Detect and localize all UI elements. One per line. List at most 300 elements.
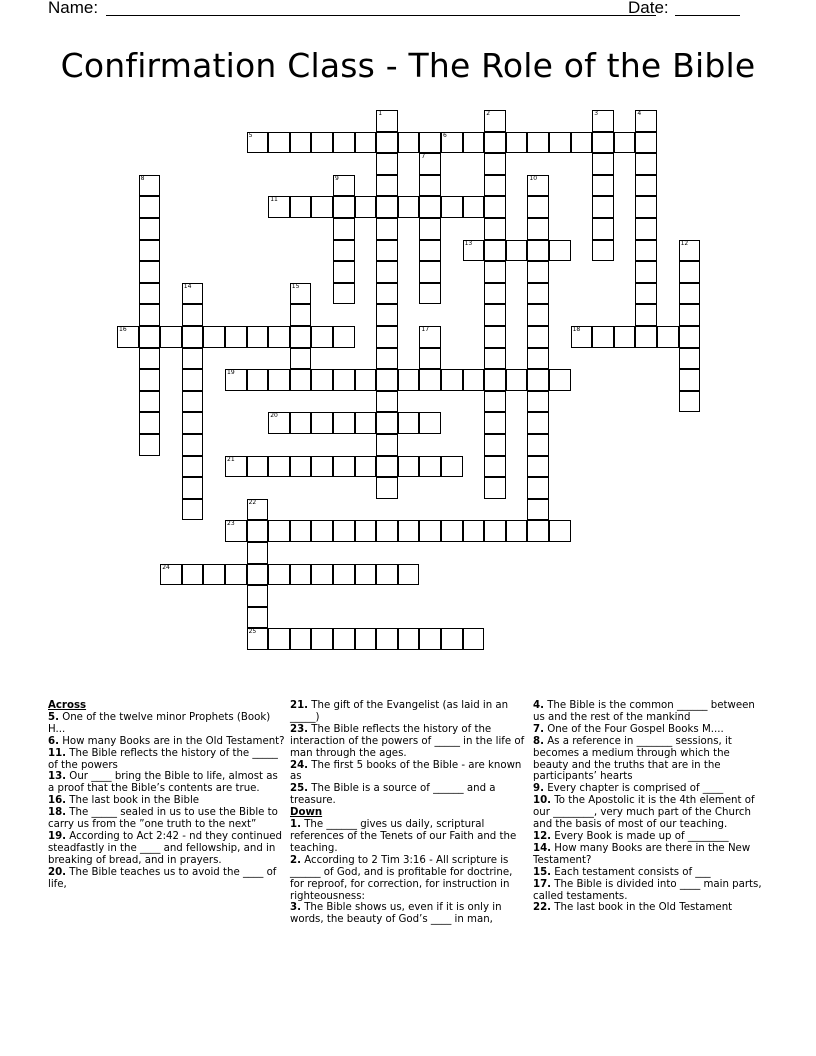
grid-cell[interactable] xyxy=(463,520,485,542)
across-clue xyxy=(48,867,285,891)
across-clue xyxy=(290,760,526,784)
across-clue xyxy=(290,783,526,807)
grid-cell[interactable] xyxy=(635,175,657,197)
grid-cell[interactable] xyxy=(441,369,463,391)
grid-cell[interactable] xyxy=(484,218,506,240)
grid-cell[interactable] xyxy=(376,132,398,154)
grid-cell[interactable] xyxy=(311,564,333,586)
grid-cell[interactable] xyxy=(311,628,333,650)
grid-cell[interactable] xyxy=(311,520,333,542)
grid-cell[interactable] xyxy=(592,196,614,218)
grid-cell[interactable] xyxy=(290,132,312,154)
clue-number: 18 xyxy=(572,326,581,333)
grid-cell[interactable] xyxy=(419,153,441,175)
grid-cell[interactable] xyxy=(355,628,377,650)
grid-cell[interactable] xyxy=(268,369,290,391)
grid-cell[interactable] xyxy=(355,564,377,586)
grid-cell[interactable] xyxy=(160,564,182,586)
clue-number: 19. xyxy=(48,830,67,842)
clue-number: 15 xyxy=(291,282,300,290)
clue-number: 3. xyxy=(290,902,301,914)
grid-cell[interactable] xyxy=(419,261,441,283)
grid-cell[interactable] xyxy=(247,542,269,564)
grid-cell[interactable] xyxy=(398,564,420,586)
grid-cell[interactable] xyxy=(527,132,549,154)
grid-cell[interactable] xyxy=(463,628,485,650)
clue-number: 2 xyxy=(486,110,491,117)
clue-number: 1. xyxy=(290,819,301,831)
grid-cell[interactable] xyxy=(376,456,398,478)
grid-cell[interactable] xyxy=(419,369,441,391)
grid-cell[interactable] xyxy=(614,132,636,154)
clue-text: The gift of the Evangelist (as laid in an _____) xyxy=(290,700,509,723)
grid-cell[interactable] xyxy=(139,369,161,391)
clue-text: The Bible reflects the history of the _____ of the powers xyxy=(48,747,278,771)
grid-cell[interactable] xyxy=(635,261,657,283)
grid-cell[interactable] xyxy=(268,628,290,650)
grid-cell[interactable] xyxy=(419,348,441,370)
clue-number: 6 xyxy=(443,131,447,139)
grid-cell[interactable] xyxy=(333,132,355,154)
grid-cell[interactable] xyxy=(484,196,506,218)
grid-cell[interactable] xyxy=(527,348,549,370)
clue-number: 20 xyxy=(270,412,278,420)
grid-cell[interactable] xyxy=(635,283,657,305)
grid-cell[interactable] xyxy=(463,196,485,218)
grid-cell[interactable] xyxy=(290,369,312,391)
clue-text: The Bible is a source of ______ and a treasure. xyxy=(290,783,496,807)
grid-cell[interactable] xyxy=(139,391,161,413)
grid-cell[interactable] xyxy=(333,326,355,348)
clue-text: As a reference in _______ sessions, it becomes a medium through which the beauty and the truths that are in the participants’ hearts xyxy=(533,735,732,783)
grid-cell[interactable] xyxy=(419,240,441,262)
grid-cell[interactable] xyxy=(139,326,161,348)
grid-cell[interactable] xyxy=(527,261,549,283)
grid-cell[interactable] xyxy=(268,520,290,542)
grid-cell[interactable] xyxy=(527,304,549,326)
grid-cell[interactable] xyxy=(376,326,398,348)
across-clue xyxy=(48,712,285,736)
clue-text: Every Book is made up of ________ xyxy=(551,830,729,842)
grid-cell[interactable] xyxy=(463,240,485,262)
grid-cell[interactable] xyxy=(311,196,333,218)
grid-cell[interactable] xyxy=(441,456,463,478)
grid-cell[interactable] xyxy=(484,240,506,262)
grid-cell[interactable] xyxy=(527,326,549,348)
grid-cell[interactable] xyxy=(592,132,614,154)
clue-number: 1 xyxy=(378,110,383,117)
grid-cell[interactable] xyxy=(182,326,204,348)
grid-cell[interactable] xyxy=(463,369,485,391)
grid-cell[interactable] xyxy=(290,628,312,650)
grid-cell[interactable] xyxy=(527,412,549,434)
grid-cell[interactable] xyxy=(225,326,247,348)
grid-cell[interactable] xyxy=(333,261,355,283)
clue-number: 15. xyxy=(533,866,552,878)
grid-cell[interactable] xyxy=(268,412,290,434)
grid-cell[interactable] xyxy=(484,369,506,391)
grid-cell[interactable] xyxy=(679,261,701,283)
grid-cell[interactable] xyxy=(247,369,269,391)
grid-cell[interactable] xyxy=(225,520,247,542)
clue-text: The Bible is the common ______ between us and the rest of the mankind xyxy=(533,700,755,723)
grid-cell[interactable] xyxy=(247,585,269,607)
across-clue xyxy=(48,795,285,807)
grid-cell[interactable] xyxy=(182,564,204,586)
clue-number: 9. xyxy=(533,783,544,795)
across-clue xyxy=(290,700,526,724)
down-clue xyxy=(533,902,765,914)
grid-cell[interactable] xyxy=(290,564,312,586)
grid-cell[interactable] xyxy=(484,261,506,283)
grid-cell[interactable] xyxy=(290,326,312,348)
grid-cell[interactable] xyxy=(635,132,657,154)
grid-cell[interactable] xyxy=(441,132,463,154)
clue-number: 14 xyxy=(183,282,192,290)
grid-cell[interactable] xyxy=(484,391,506,413)
grid-cell[interactable] xyxy=(592,326,614,348)
clue-number: 8 xyxy=(140,174,145,182)
grid-cell[interactable] xyxy=(592,240,614,262)
grid-cell[interactable] xyxy=(398,369,420,391)
grid-cell[interactable] xyxy=(311,369,333,391)
grid-cell[interactable] xyxy=(376,348,398,370)
grid-cell[interactable] xyxy=(355,132,377,154)
grid-cell[interactable] xyxy=(484,348,506,370)
grid-cell[interactable] xyxy=(139,218,161,240)
grid-cell[interactable] xyxy=(333,456,355,478)
grid-cell[interactable] xyxy=(484,283,506,305)
grid-cell[interactable] xyxy=(290,412,312,434)
across-clue xyxy=(48,807,285,831)
grid-cell[interactable] xyxy=(247,326,269,348)
down-clue xyxy=(533,795,765,831)
grid-cell[interactable] xyxy=(376,110,398,132)
grid-cell[interactable] xyxy=(376,175,398,197)
clue-text: The last book in the Old Testament xyxy=(551,902,733,914)
grid-cell[interactable] xyxy=(182,434,204,456)
grid-cell[interactable] xyxy=(203,564,225,586)
clue-text: The last book in the Bible xyxy=(66,795,200,807)
grid-cell[interactable] xyxy=(441,196,463,218)
grid-cell[interactable] xyxy=(398,132,420,154)
grid-cell[interactable] xyxy=(419,175,441,197)
grid-cell[interactable] xyxy=(268,196,290,218)
grid-cell[interactable] xyxy=(376,391,398,413)
grid-cell[interactable] xyxy=(527,240,549,262)
clue-number: 9 xyxy=(335,174,339,182)
grid-cell[interactable] xyxy=(592,175,614,197)
clue-number: 23. xyxy=(290,723,309,735)
grid-cell[interactable] xyxy=(679,283,701,305)
grid-cell[interactable] xyxy=(376,412,398,434)
grid-cell[interactable] xyxy=(376,196,398,218)
clue-number: 23 xyxy=(227,520,235,528)
grid-cell[interactable] xyxy=(527,477,549,499)
clue-number: 13. xyxy=(48,771,67,783)
grid-cell[interactable] xyxy=(290,520,312,542)
grid-cell[interactable] xyxy=(635,218,657,240)
grid-cell[interactable] xyxy=(311,456,333,478)
grid-cell[interactable] xyxy=(484,153,506,175)
down-clue xyxy=(290,819,526,855)
grid-cell[interactable] xyxy=(333,369,355,391)
grid-cell[interactable] xyxy=(635,304,657,326)
clue-number: 20. xyxy=(48,866,67,878)
grid-cell[interactable] xyxy=(376,477,398,499)
grid-cell[interactable] xyxy=(117,326,139,348)
across-clue xyxy=(48,736,285,748)
grid-cell[interactable] xyxy=(290,304,312,326)
grid-cell[interactable] xyxy=(139,240,161,262)
grid-cell[interactable] xyxy=(506,132,528,154)
grid-cell[interactable] xyxy=(419,456,441,478)
grid-cell[interactable] xyxy=(376,434,398,456)
grid-cell[interactable] xyxy=(139,348,161,370)
grid-cell[interactable] xyxy=(592,110,614,132)
grid-cell[interactable] xyxy=(376,218,398,240)
clue-number: 25 xyxy=(248,628,257,636)
grid-cell[interactable] xyxy=(290,283,312,305)
grid-cell[interactable] xyxy=(182,499,204,521)
across-clue xyxy=(48,831,285,867)
clue-number: 25. xyxy=(290,783,309,795)
grid-cell[interactable] xyxy=(484,132,506,154)
grid-cell[interactable] xyxy=(549,132,571,154)
grid-cell[interactable] xyxy=(247,499,269,521)
grid-cell[interactable] xyxy=(333,520,355,542)
grid-cell[interactable] xyxy=(441,520,463,542)
grid-cell[interactable] xyxy=(182,391,204,413)
grid-cell[interactable] xyxy=(592,218,614,240)
grid-cell[interactable] xyxy=(484,326,506,348)
grid-cell[interactable] xyxy=(506,369,528,391)
grid-cell[interactable] xyxy=(527,218,549,240)
grid-cell[interactable] xyxy=(398,520,420,542)
grid-cell[interactable] xyxy=(268,132,290,154)
clue-number: 11. xyxy=(48,747,67,759)
grid-cell[interactable] xyxy=(290,196,312,218)
grid-cell[interactable] xyxy=(355,412,377,434)
clue-text: According to Act 2:42 - nd they continued steadfastly in the ____ and fellowship, and in breaking of bread, and in prayers. xyxy=(48,830,283,866)
grid-cell[interactable] xyxy=(268,326,290,348)
grid-cell[interactable] xyxy=(182,304,204,326)
grid-cell[interactable] xyxy=(635,110,657,132)
down-heading: Down xyxy=(290,807,323,819)
grid-cell[interactable] xyxy=(614,326,636,348)
grid-cell[interactable] xyxy=(160,326,182,348)
grid-cell[interactable] xyxy=(355,456,377,478)
clue-number: 5 xyxy=(248,131,253,139)
grid-cell[interactable] xyxy=(527,283,549,305)
grid-cell[interactable] xyxy=(333,628,355,650)
date-label: Date: xyxy=(628,0,669,17)
grid-cell[interactable] xyxy=(355,369,377,391)
grid-cell[interactable] xyxy=(398,412,420,434)
grid-cell[interactable] xyxy=(182,369,204,391)
clue-number: 24. xyxy=(290,759,309,771)
grid-cell[interactable] xyxy=(419,196,441,218)
grid-cell[interactable] xyxy=(376,369,398,391)
grid-cell[interactable] xyxy=(419,326,441,348)
clue-number: 21 xyxy=(227,455,235,463)
grid-cell[interactable] xyxy=(419,218,441,240)
grid-cell[interactable] xyxy=(419,132,441,154)
grid-cell[interactable] xyxy=(549,240,571,262)
grid-cell[interactable] xyxy=(527,196,549,218)
grid-cell[interactable] xyxy=(549,520,571,542)
grid-cell[interactable] xyxy=(463,132,485,154)
grid-cell[interactable] xyxy=(182,477,204,499)
grid-cell[interactable] xyxy=(247,607,269,629)
grid-cell[interactable] xyxy=(139,304,161,326)
grid-cell[interactable] xyxy=(247,132,269,154)
grid-cell[interactable] xyxy=(419,520,441,542)
grid-cell[interactable] xyxy=(506,240,528,262)
down-clue xyxy=(290,902,526,926)
grid-cell[interactable] xyxy=(376,153,398,175)
grid-cell[interactable] xyxy=(635,196,657,218)
grid-cell[interactable] xyxy=(398,456,420,478)
grid-cell[interactable] xyxy=(679,348,701,370)
grid-cell[interactable] xyxy=(225,456,247,478)
grid-cell[interactable] xyxy=(225,369,247,391)
grid-cell[interactable] xyxy=(398,196,420,218)
across-clue xyxy=(48,771,285,795)
grid-cell[interactable] xyxy=(679,304,701,326)
grid-cell[interactable] xyxy=(290,456,312,478)
grid-cell[interactable] xyxy=(333,564,355,586)
clue-text: To the Apostolic it is the 4th element of our ________, very much part of the Church and the basis of most of our teaching. xyxy=(533,795,755,831)
grid-cell[interactable] xyxy=(398,628,420,650)
grid-cell[interactable] xyxy=(333,240,355,262)
grid-cell[interactable] xyxy=(527,456,549,478)
grid-cell[interactable] xyxy=(376,240,398,262)
grid-cell[interactable] xyxy=(635,240,657,262)
clue-number: 12 xyxy=(680,239,689,247)
grid-cell[interactable] xyxy=(247,520,269,542)
grid-cell[interactable] xyxy=(635,153,657,175)
grid-cell[interactable] xyxy=(571,326,593,348)
grid-cell[interactable] xyxy=(139,412,161,434)
grid-cell[interactable] xyxy=(484,477,506,499)
grid-cell[interactable] xyxy=(139,434,161,456)
grid-cell[interactable] xyxy=(527,520,549,542)
grid-cell[interactable] xyxy=(311,412,333,434)
grid-cell[interactable] xyxy=(290,348,312,370)
grid-cell[interactable] xyxy=(139,261,161,283)
grid-cell[interactable] xyxy=(139,175,161,197)
grid-cell[interactable] xyxy=(139,283,161,305)
grid-cell[interactable] xyxy=(679,391,701,413)
clue-number: 21. xyxy=(290,700,309,711)
grid-cell[interactable] xyxy=(527,434,549,456)
grid-cell[interactable] xyxy=(376,261,398,283)
clue-number: 7. xyxy=(533,723,544,735)
grid-cell[interactable] xyxy=(268,456,290,478)
grid-cell[interactable] xyxy=(182,456,204,478)
clue-number: 12. xyxy=(533,830,552,842)
grid-cell[interactable] xyxy=(376,628,398,650)
grid-cell[interactable] xyxy=(484,304,506,326)
clue-number: 4. xyxy=(533,700,544,711)
grid-cell[interactable] xyxy=(441,628,463,650)
grid-cell[interactable] xyxy=(268,564,290,586)
grid-cell[interactable] xyxy=(527,391,549,413)
clue-text: Our ____ bring the Bible to life, almost as a proof that the Bible’s contents are true. xyxy=(48,771,278,795)
grid-cell[interactable] xyxy=(571,132,593,154)
clue-text: Every chapter is comprised of ____ xyxy=(543,783,724,795)
grid-cell[interactable] xyxy=(355,196,377,218)
grid-cell[interactable] xyxy=(376,564,398,586)
grid-cell[interactable] xyxy=(484,520,506,542)
grid-cell[interactable] xyxy=(182,283,204,305)
grid-cell[interactable] xyxy=(419,412,441,434)
grid-cell[interactable] xyxy=(484,110,506,132)
grid-cell[interactable] xyxy=(679,369,701,391)
clue-number: 6. xyxy=(48,735,59,747)
grid-cell[interactable] xyxy=(311,326,333,348)
grid-cell[interactable] xyxy=(333,196,355,218)
clue-number: 10. xyxy=(533,795,552,807)
clue-number: 17 xyxy=(421,326,430,333)
grid-cell[interactable] xyxy=(247,628,269,650)
grid-cell[interactable] xyxy=(247,564,269,586)
grid-cell[interactable] xyxy=(679,326,701,348)
clue-number: 16. xyxy=(48,795,67,807)
clue-number: 17. xyxy=(533,878,552,890)
grid-cell[interactable] xyxy=(182,348,204,370)
clue-number: 4 xyxy=(637,110,642,117)
grid-cell[interactable] xyxy=(527,499,549,521)
grid-cell[interactable] xyxy=(506,520,528,542)
grid-cell[interactable] xyxy=(333,218,355,240)
grid-cell[interactable] xyxy=(225,564,247,586)
clue-text: According to 2 Tim 3:16 - All scripture is ______ of God, and is profitable for doctrine, for reproof, for correction, for instruction in righteousness: xyxy=(290,854,513,902)
grid-cell[interactable] xyxy=(376,283,398,305)
clue-number: 14. xyxy=(533,842,552,854)
grid-cell[interactable] xyxy=(376,520,398,542)
grid-cell[interactable] xyxy=(376,304,398,326)
grid-cell[interactable] xyxy=(182,412,204,434)
grid-cell[interactable] xyxy=(311,132,333,154)
grid-cell[interactable] xyxy=(484,434,506,456)
grid-cell[interactable] xyxy=(657,326,679,348)
grid-cell[interactable] xyxy=(527,369,549,391)
clues-column-2 xyxy=(290,700,526,926)
down-clue xyxy=(533,879,765,903)
grid-cell[interactable] xyxy=(419,628,441,650)
grid-cell[interactable] xyxy=(419,283,441,305)
grid-cell[interactable] xyxy=(549,369,571,391)
grid-cell[interactable] xyxy=(355,520,377,542)
grid-cell[interactable] xyxy=(484,412,506,434)
grid-cell[interactable] xyxy=(484,456,506,478)
grid-cell[interactable] xyxy=(635,326,657,348)
grid-cell[interactable] xyxy=(592,153,614,175)
grid-cell[interactable] xyxy=(203,326,225,348)
grid-cell[interactable] xyxy=(679,240,701,262)
grid-cell[interactable] xyxy=(333,175,355,197)
grid-cell[interactable] xyxy=(333,412,355,434)
grid-cell[interactable] xyxy=(139,196,161,218)
grid-cell[interactable] xyxy=(484,175,506,197)
grid-cell[interactable] xyxy=(333,283,355,305)
grid-cell[interactable] xyxy=(247,456,269,478)
grid-cell[interactable] xyxy=(527,175,549,197)
clue-number: 8. xyxy=(533,735,544,747)
clue-text: The ______ gives us daily, scriptural references of the Tenets of our Faith and the teaching. xyxy=(290,819,517,854)
